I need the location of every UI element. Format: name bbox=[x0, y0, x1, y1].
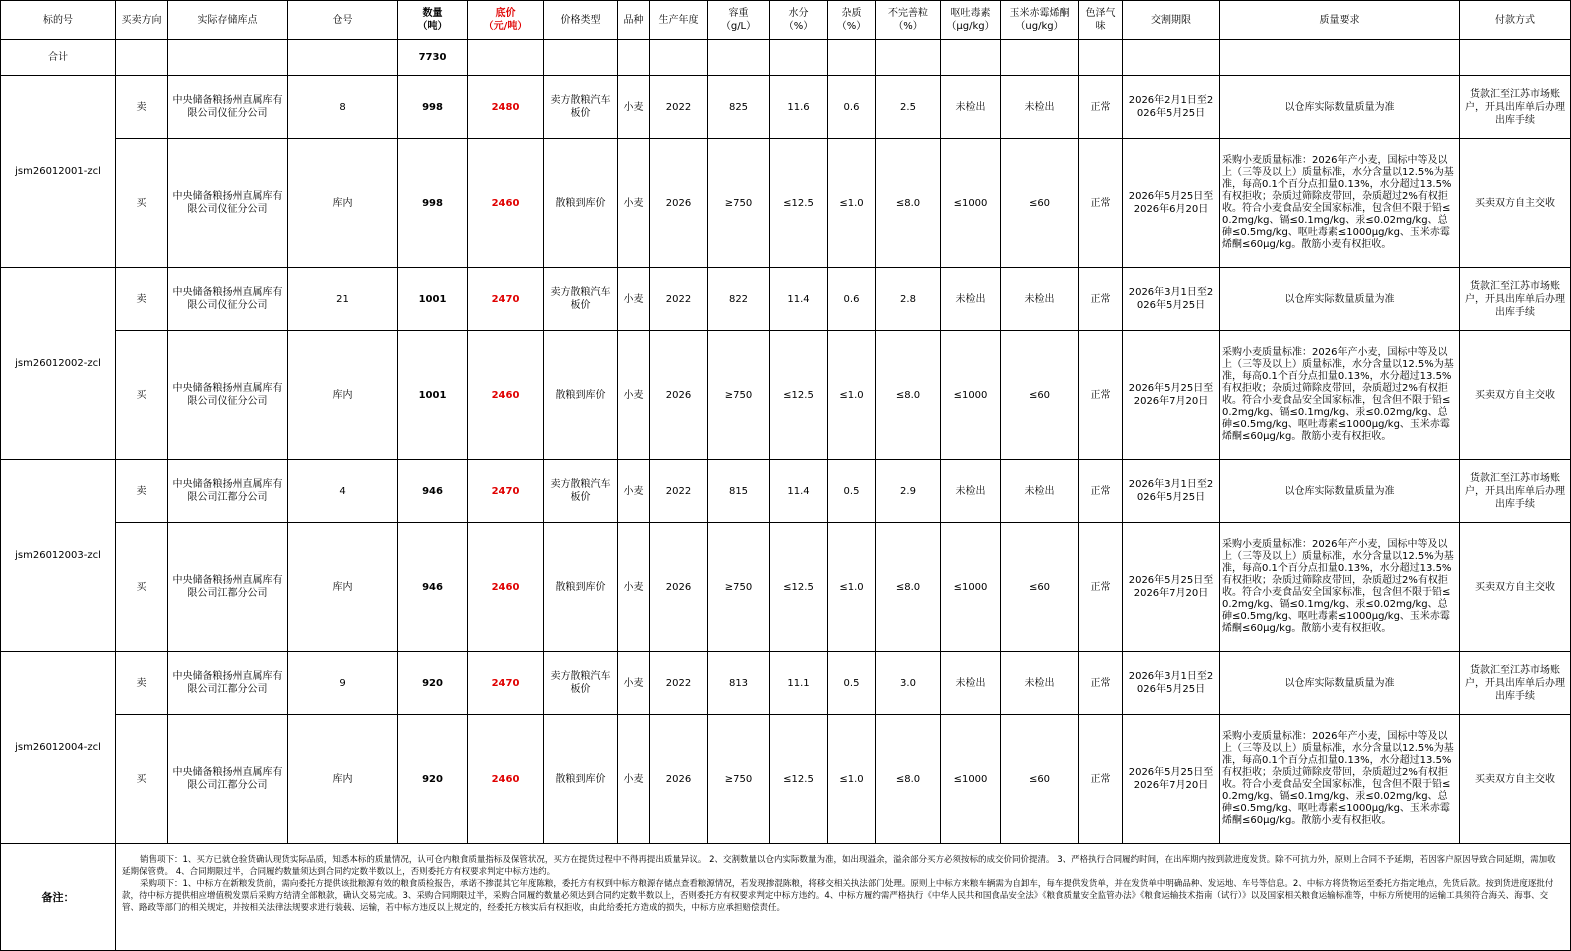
cell-direction: 买 bbox=[116, 331, 168, 460]
cell-period: 2026年5月25日至2026年7月20日 bbox=[1123, 715, 1220, 844]
cell-density: ≥750 bbox=[708, 715, 770, 844]
cell-quantity: 946 bbox=[398, 523, 468, 652]
cell-imperfect: ≤8.0 bbox=[876, 139, 941, 268]
lot-id: jsm26012001-zcl bbox=[1, 76, 116, 268]
cell-don: ≤1000 bbox=[941, 523, 1001, 652]
cell-zen: 未检出 bbox=[1001, 76, 1079, 139]
cell-price-type: 散粮到库价 bbox=[544, 139, 618, 268]
header-density: 容重 （g/L） bbox=[708, 1, 770, 40]
cell-year: 2026 bbox=[650, 139, 708, 268]
cell-warehouse: 库内 bbox=[288, 715, 398, 844]
cell-period: 2026年5月25日至2026年6月20日 bbox=[1123, 139, 1220, 268]
total-empty bbox=[1123, 40, 1220, 76]
cell-period: 2026年3月1日至2026年5月25日 bbox=[1123, 268, 1220, 331]
cell-quantity: 1001 bbox=[398, 331, 468, 460]
cell-price-type: 散粮到库价 bbox=[544, 331, 618, 460]
cell-color: 正常 bbox=[1079, 715, 1123, 844]
cell-variety: 小麦 bbox=[618, 139, 650, 268]
cell-imperfect: 2.5 bbox=[876, 76, 941, 139]
cell-color: 正常 bbox=[1079, 331, 1123, 460]
cell-quality: 以仓库实际数量质量为准 bbox=[1220, 460, 1460, 523]
cell-location: 中央储备粮扬州直属库有限公司仪征分公司 bbox=[168, 139, 288, 268]
cell-imperfect: 3.0 bbox=[876, 652, 941, 715]
cell-quantity: 920 bbox=[398, 652, 468, 715]
cell-payment: 货款汇至江苏市场账户，开具出库单后办理出库手续 bbox=[1460, 76, 1571, 139]
cell-moisture: ≤12.5 bbox=[770, 331, 828, 460]
sell-row bbox=[1, 652, 1571, 715]
cell-density: 822 bbox=[708, 268, 770, 331]
cell-density: ≥750 bbox=[708, 523, 770, 652]
cell-quantity: 998 bbox=[398, 76, 468, 139]
cell-warehouse: 21 bbox=[288, 268, 398, 331]
cell-variety: 小麦 bbox=[618, 652, 650, 715]
cell-don: 未检出 bbox=[941, 460, 1001, 523]
header-lot-id: 标的号 bbox=[1, 1, 116, 40]
cell-location: 中央储备粮扬州直属库有限公司江都分公司 bbox=[168, 652, 288, 715]
cell-variety: 小麦 bbox=[618, 331, 650, 460]
cell-location: 中央储备粮扬州直属库有限公司江都分公司 bbox=[168, 523, 288, 652]
cell-payment: 货款汇至江苏市场账户，开具出库单后办理出库手续 bbox=[1460, 460, 1571, 523]
cell-density: ≥750 bbox=[708, 331, 770, 460]
cell-moisture: ≤12.5 bbox=[770, 139, 828, 268]
cell-don: ≤1000 bbox=[941, 139, 1001, 268]
cell-don: ≤1000 bbox=[941, 331, 1001, 460]
lot-id: jsm26012002-zcl bbox=[1, 268, 116, 460]
notes-buy-text: 采购项下：1、中标方在新粮发货前，需向委托方提供该批粮源有效的粮食质检报告，承诺不掺混其它年度陈粮，委托方有权到中标方粮源存储点查看粮源情况，若发现掺混陈粮，将移交相关执法部门处理。原则上中标方来粮车辆需为自卸车，每车提供发货单，并在发货单中明确品种、发运地、车号等信息。2、中标方将货物运至委托方指定地点，先货后款。按到货进度逐批付款，待中标方提供相应增值税发票后采购方结清全部粮款，确认交易完成。3、采购合同期限过半，采购合同履约数量必须达到合同约定数半数以上，否则委托方有权要求判定中标方违约。4、中标方履约需严格执行《中华人民共和国食品安全法》《粮食质量安全监管办法》《粮食运输技术指南（试行）》以及国家相关粮食运输标准等，中标方所使用的运输工具须符合海关、海事、交管、路政等部门的相关规定，并按相关法律法规要求进行装载、运输，若中标方违反以上规定的，经委托方核实后有权拒收，由此给委托方造成的损失，中标方应承担赔偿责任。 bbox=[122, 879, 1554, 913]
cell-year: 2022 bbox=[650, 652, 708, 715]
buy-row bbox=[1, 715, 1571, 844]
cell-year: 2022 bbox=[650, 76, 708, 139]
total-empty bbox=[828, 40, 876, 76]
cell-location: 中央储备粮扬州直属库有限公司仪征分公司 bbox=[168, 268, 288, 331]
cell-price: 2460 bbox=[468, 139, 544, 268]
cell-moisture: 11.4 bbox=[770, 460, 828, 523]
cell-year: 2022 bbox=[650, 268, 708, 331]
cell-price-type: 卖方散粮汽车板价 bbox=[544, 460, 618, 523]
cell-density: 815 bbox=[708, 460, 770, 523]
total-empty bbox=[544, 40, 618, 76]
cell-imperfect: ≤8.0 bbox=[876, 523, 941, 652]
total-empty bbox=[1220, 40, 1460, 76]
cell-moisture: ≤12.5 bbox=[770, 523, 828, 652]
cell-color: 正常 bbox=[1079, 139, 1123, 268]
cell-color: 正常 bbox=[1079, 652, 1123, 715]
lot-id: jsm26012004-zcl bbox=[1, 652, 116, 844]
header-payment: 付款方式 bbox=[1460, 1, 1571, 40]
cell-payment: 买卖双方自主交收 bbox=[1460, 331, 1571, 460]
header-location: 实际存储库点 bbox=[168, 1, 288, 40]
cell-quantity: 998 bbox=[398, 139, 468, 268]
cell-quality: 以仓库实际数量质量为准 bbox=[1220, 76, 1460, 139]
total-empty bbox=[876, 40, 941, 76]
cell-direction: 卖 bbox=[116, 652, 168, 715]
cell-don: ≤1000 bbox=[941, 715, 1001, 844]
cell-imperfect: ≤8.0 bbox=[876, 715, 941, 844]
cell-zen: 未检出 bbox=[1001, 268, 1079, 331]
total-empty bbox=[941, 40, 1001, 76]
cell-impurity: 0.5 bbox=[828, 652, 876, 715]
buy-row bbox=[1, 139, 1571, 268]
cell-imperfect: ≤8.0 bbox=[876, 331, 941, 460]
cell-warehouse: 4 bbox=[288, 460, 398, 523]
total-quantity: 7730 bbox=[398, 40, 468, 76]
header-warehouse: 仓号 bbox=[288, 1, 398, 40]
cell-moisture: 11.6 bbox=[770, 76, 828, 139]
cell-price-type: 卖方散粮汽车板价 bbox=[544, 268, 618, 331]
header-moisture: 水分 （%） bbox=[770, 1, 828, 40]
cell-moisture: 11.1 bbox=[770, 652, 828, 715]
cell-period: 2026年5月25日至2026年7月20日 bbox=[1123, 331, 1220, 460]
notes-row bbox=[1, 844, 1571, 951]
cell-price-type: 卖方散粮汽车板价 bbox=[544, 76, 618, 139]
header-zen: 玉米赤霉烯酮 （ug/kg） bbox=[1001, 1, 1079, 40]
total-empty bbox=[1001, 40, 1079, 76]
cell-year: 2022 bbox=[650, 460, 708, 523]
cell-variety: 小麦 bbox=[618, 715, 650, 844]
cell-zen: 未检出 bbox=[1001, 652, 1079, 715]
cell-warehouse: 库内 bbox=[288, 523, 398, 652]
cell-imperfect: 2.8 bbox=[876, 268, 941, 331]
total-empty bbox=[468, 40, 544, 76]
cell-color: 正常 bbox=[1079, 76, 1123, 139]
cell-price: 2470 bbox=[468, 652, 544, 715]
header-price-type: 价格类型 bbox=[544, 1, 618, 40]
header-color: 色泽气味 bbox=[1079, 1, 1123, 40]
cell-year: 2026 bbox=[650, 523, 708, 652]
total-empty bbox=[1079, 40, 1123, 76]
header-quality: 质量要求 bbox=[1220, 1, 1460, 40]
cell-moisture: 11.4 bbox=[770, 268, 828, 331]
header-variety: 品种 bbox=[618, 1, 650, 40]
cell-period: 2026年2月1日至2026年5月25日 bbox=[1123, 76, 1220, 139]
cell-variety: 小麦 bbox=[618, 460, 650, 523]
cell-color: 正常 bbox=[1079, 523, 1123, 652]
cell-zen: ≤60 bbox=[1001, 139, 1079, 268]
cell-location: 中央储备粮扬州直属库有限公司仪征分公司 bbox=[168, 331, 288, 460]
total-empty bbox=[770, 40, 828, 76]
cell-price: 2460 bbox=[468, 523, 544, 652]
cell-variety: 小麦 bbox=[618, 76, 650, 139]
cell-impurity: ≤1.0 bbox=[828, 715, 876, 844]
total-empty bbox=[116, 40, 168, 76]
header-period: 交割期限 bbox=[1123, 1, 1220, 40]
cell-period: 2026年5月25日至2026年7月20日 bbox=[1123, 523, 1220, 652]
cell-variety: 小麦 bbox=[618, 268, 650, 331]
header-quantity: 数量 （吨） bbox=[398, 1, 468, 40]
total-label: 合计 bbox=[1, 40, 116, 76]
cell-density: 825 bbox=[708, 76, 770, 139]
cell-color: 正常 bbox=[1079, 460, 1123, 523]
cell-payment: 买卖双方自主交收 bbox=[1460, 523, 1571, 652]
cell-price: 2460 bbox=[468, 715, 544, 844]
cell-impurity: ≤1.0 bbox=[828, 523, 876, 652]
total-empty bbox=[650, 40, 708, 76]
cell-variety: 小麦 bbox=[618, 523, 650, 652]
total-empty bbox=[1460, 40, 1571, 76]
total-empty bbox=[168, 40, 288, 76]
buy-row bbox=[1, 331, 1571, 460]
cell-quantity: 946 bbox=[398, 460, 468, 523]
buy-row bbox=[1, 523, 1571, 652]
sell-row bbox=[1, 460, 1571, 523]
cell-don: 未检出 bbox=[941, 76, 1001, 139]
cell-payment: 货款汇至江苏市场账户，开具出库单后办理出库手续 bbox=[1460, 652, 1571, 715]
header-price: 底价 （元/吨） bbox=[468, 1, 544, 40]
cell-warehouse: 库内 bbox=[288, 331, 398, 460]
cell-quality: 以仓库实际数量质量为准 bbox=[1220, 652, 1460, 715]
cell-density: ≥750 bbox=[708, 139, 770, 268]
cell-direction: 卖 bbox=[116, 460, 168, 523]
cell-direction: 买 bbox=[116, 139, 168, 268]
cell-price-type: 散粮到库价 bbox=[544, 523, 618, 652]
cell-density: 813 bbox=[708, 652, 770, 715]
lot-id: jsm26012003-zcl bbox=[1, 460, 116, 652]
cell-direction: 买 bbox=[116, 715, 168, 844]
cell-warehouse: 库内 bbox=[288, 139, 398, 268]
cell-impurity: 0.6 bbox=[828, 76, 876, 139]
cell-location: 中央储备粮扬州直属库有限公司仪征分公司 bbox=[168, 76, 288, 139]
header-row bbox=[1, 1, 1571, 40]
total-empty bbox=[618, 40, 650, 76]
header-don: 呕吐毒素 （μg/kg） bbox=[941, 1, 1001, 40]
cell-quality: 以仓库实际数量质量为准 bbox=[1220, 268, 1460, 331]
sell-row bbox=[1, 76, 1571, 139]
cell-warehouse: 8 bbox=[288, 76, 398, 139]
cell-price-type: 散粮到库价 bbox=[544, 715, 618, 844]
cell-period: 2026年3月1日至2026年5月25日 bbox=[1123, 460, 1220, 523]
cell-zen: 未检出 bbox=[1001, 460, 1079, 523]
header-direction: 买卖方向 bbox=[116, 1, 168, 40]
cell-payment: 货款汇至江苏市场账户，开具出库单后办理出库手续 bbox=[1460, 268, 1571, 331]
cell-don: 未检出 bbox=[941, 268, 1001, 331]
cell-zen: ≤60 bbox=[1001, 715, 1079, 844]
cell-impurity: 0.5 bbox=[828, 460, 876, 523]
header-year: 生产年度 bbox=[650, 1, 708, 40]
cell-location: 中央储备粮扬州直属库有限公司江都分公司 bbox=[168, 715, 288, 844]
cell-impurity: ≤1.0 bbox=[828, 139, 876, 268]
cell-payment: 买卖双方自主交收 bbox=[1460, 715, 1571, 844]
cell-direction: 卖 bbox=[116, 76, 168, 139]
notes-content bbox=[116, 844, 1571, 951]
cell-price: 2460 bbox=[468, 331, 544, 460]
cell-year: 2026 bbox=[650, 331, 708, 460]
cell-moisture: ≤12.5 bbox=[770, 715, 828, 844]
total-row bbox=[1, 40, 1571, 76]
notes-sell-text: 销售项下：1、买方已就仓验货确认现货实际品质，知悉本标的质量情况，认可仓内粮食质量指标及保管状况，买方在提货过程中不得再提出质量异议。 2、交割数量以仓内实际数量为准，如出现溢余，溢余部分买方必须按标的成交价同价提清。 3、严格执行合同履约时间，在出库期内按到款进度发货。除不可抗力外，原则上合同不予延期，若因客户原因导致合同延期，需加收延期保管费。 4、合同期限过半，合同履约数量须达到合同约定数半数以上，否则委托方有权要求判定中标方违约。 bbox=[122, 855, 1556, 877]
cell-direction: 卖 bbox=[116, 268, 168, 331]
cell-quantity: 1001 bbox=[398, 268, 468, 331]
cell-quality: 采购小麦质量标准：2026年产小麦，国标中等及以上（三等及以上）质量标准，水分含量以12.5%为基准，每高0.1个百分点扣量0.13%，水分超过13.5%有权拒收；杂质过筛除皮带回，杂质超过2%有权拒收。符合小麦食品安全国家标准，包含但不限于铅≤0.2mg/kg、镉≤0.1mg/kg、汞≤0.02mg/kg、总砷≤0.5mg/kg、呕吐毒素≤1000μg/kg、玉米赤霉烯酮≤60μg/kg。散筋小麦有权拒收。 bbox=[1220, 523, 1460, 652]
cell-period: 2026年3月1日至2026年5月25日 bbox=[1123, 652, 1220, 715]
cell-quality: 采购小麦质量标准：2026年产小麦，国标中等及以上（三等及以上）质量标准，水分含量以12.5%为基准，每高0.1个百分点扣量0.13%，水分超过13.5%有权拒收；杂质过筛除皮带回，杂质超过2%有权拒收。符合小麦食品安全国家标准，包含但不限于铅≤0.2mg/kg、镉≤0.1mg/kg、汞≤0.02mg/kg、总砷≤0.5mg/kg、呕吐毒素≤1000μg/kg、玉米赤霉烯酮≤60μg/kg。散筋小麦有权拒收。 bbox=[1220, 715, 1460, 844]
cell-quantity: 920 bbox=[398, 715, 468, 844]
total-empty bbox=[288, 40, 398, 76]
cell-imperfect: 2.9 bbox=[876, 460, 941, 523]
cell-quality: 采购小麦质量标准：2026年产小麦，国标中等及以上（三等及以上）质量标准，水分含量以12.5%为基准，每高0.1个百分点扣量0.13%，水分超过13.5%有权拒收；杂质过筛除皮带回，杂质超过2%有权拒收。符合小麦食品安全国家标准，包含但不限于铅≤0.2mg/kg、镉≤0.1mg/kg、汞≤0.02mg/kg、总砷≤0.5mg/kg、呕吐毒素≤1000μg/kg、玉米赤霉烯酮≤60μg/kg。散筋小麦有权拒收。 bbox=[1220, 331, 1460, 460]
sell-row bbox=[1, 268, 1571, 331]
cell-impurity: 0.6 bbox=[828, 268, 876, 331]
cell-price: 2480 bbox=[468, 76, 544, 139]
cell-price: 2470 bbox=[468, 460, 544, 523]
cell-don: 未检出 bbox=[941, 652, 1001, 715]
header-impurity: 杂质 （%） bbox=[828, 1, 876, 40]
cell-payment: 买卖双方自主交收 bbox=[1460, 139, 1571, 268]
cell-price: 2470 bbox=[468, 268, 544, 331]
cell-color: 正常 bbox=[1079, 268, 1123, 331]
notes-label: 备注： bbox=[1, 844, 116, 951]
total-empty bbox=[708, 40, 770, 76]
cell-zen: ≤60 bbox=[1001, 331, 1079, 460]
header-imperfect: 不完善粒 （%） bbox=[876, 1, 941, 40]
cell-location: 中央储备粮扬州直属库有限公司江都分公司 bbox=[168, 460, 288, 523]
cell-impurity: ≤1.0 bbox=[828, 331, 876, 460]
cell-year: 2026 bbox=[650, 715, 708, 844]
cell-direction: 买 bbox=[116, 523, 168, 652]
cell-quality: 采购小麦质量标准：2026年产小麦，国标中等及以上（三等及以上）质量标准，水分含量以12.5%为基准，每高0.1个百分点扣量0.13%，水分超过13.5%有权拒收；杂质过筛除皮带回，杂质超过2%有权拒收。符合小麦食品安全国家标准，包含但不限于铅≤0.2mg/kg、镉≤0.1mg/kg、汞≤0.02mg/kg、总砷≤0.5mg/kg、呕吐毒素≤1000μg/kg、玉米赤霉烯酮≤60μg/kg。散筋小麦有权拒收。 bbox=[1220, 139, 1460, 268]
cell-warehouse: 9 bbox=[288, 652, 398, 715]
cell-zen: ≤60 bbox=[1001, 523, 1079, 652]
cell-price-type: 卖方散粮汽车板价 bbox=[544, 652, 618, 715]
